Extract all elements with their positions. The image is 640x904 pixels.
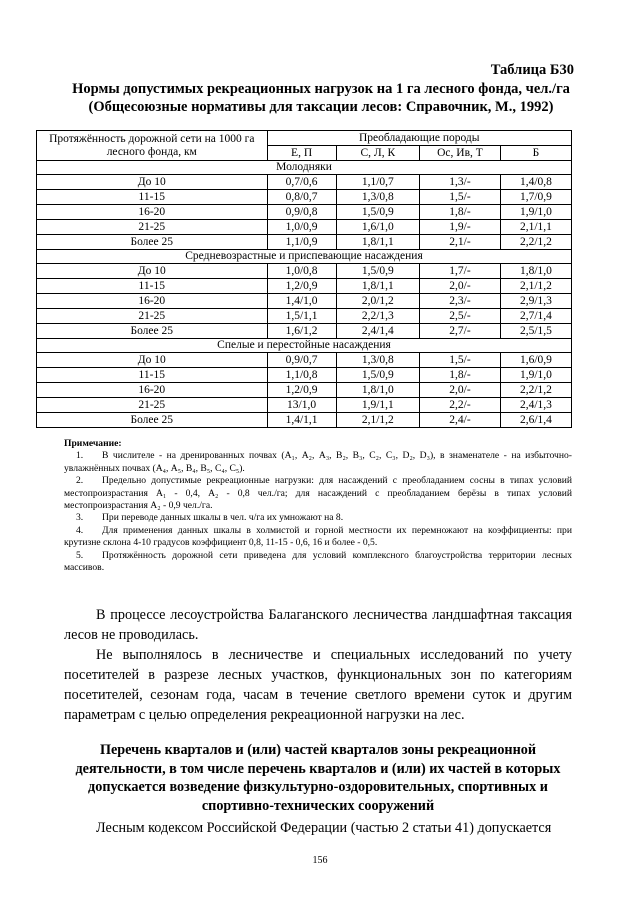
section-title: Молодняки	[37, 161, 572, 175]
load-value-cell: 2,7/-	[420, 324, 501, 339]
load-value-cell: 1,1/0,9	[267, 235, 336, 250]
load-value-cell: 1,5/-	[420, 190, 501, 205]
note-item	[64, 450, 572, 475]
load-value-cell: 1,8/1,0	[500, 264, 571, 279]
load-value-cell: 0,9/0,8	[267, 205, 336, 220]
load-value-cell: 1,5/0,9	[336, 368, 419, 383]
note-text: Для применения данных шкалы в холмистой и горной местности их перемножают на коэффициенты: при крутизне склона 4-10 градусов коэффициент 0,8, 11-15 - 0,6, 16 и более - 0,5.	[64, 524, 572, 549]
note-number: 4.	[76, 524, 84, 536]
note-text: Предельно допустимые рекреационные нагрузки: для насаждений с преобладанием сосны в типах условий местопроизрастания А₁ - 0,4, А₂ - 0,8 чел./га; для насаждений с преобладанием берёзы в типах условий местопроизрастания А₂ - 0,9 чел./га.	[64, 475, 572, 512]
load-value-cell: 2,2/1,2	[500, 235, 571, 250]
page-number: 156	[312, 855, 328, 866]
load-value-cell: 1,8/1,0	[336, 383, 419, 398]
table-title: Нормы допустимых рекреационных нагрузок на 1 га лесного фонда, чел./га (Общесоюзные нормативы для таксации лесов: Справочник, М., 1992)	[72, 81, 570, 115]
note-number: 3.	[76, 512, 84, 524]
section-row	[37, 161, 572, 175]
load-value-cell: 1,6/1,0	[336, 220, 419, 235]
paragraph: Лесным кодексом Российской Федерации (частью 2 статьи 41) допускается	[96, 820, 552, 836]
load-value-cell: 1,6/1,2	[267, 324, 336, 339]
table-row	[37, 309, 572, 324]
load-value-cell: 2,2/1,2	[500, 383, 571, 398]
load-value-cell: 1,4/1,1	[267, 413, 336, 428]
table-row	[37, 220, 572, 235]
note-text: Протяжённость дорожной сети приведена для условий комплексного благоустройства территории лесных массивов.	[64, 549, 572, 574]
load-value-cell: 1,5/-	[420, 353, 501, 368]
load-value-cell: 1,8/-	[420, 205, 501, 220]
load-value-cell: 1,2/0,9	[267, 383, 336, 398]
load-value-cell: 2,1/1,2	[500, 279, 571, 294]
load-value-cell: 1,1/0,7	[336, 175, 419, 190]
load-value-cell: 2,2/1,3	[336, 309, 419, 324]
load-value-cell: 2,5/1,5	[500, 324, 571, 339]
load-value-cell: 2,1/1,1	[500, 220, 571, 235]
load-value-cell: 1,9/1,0	[500, 205, 571, 220]
road-density-cell: До 10	[37, 353, 268, 368]
note-text: При переводе данных шкалы в чел. ч/га их умножают на 8.	[102, 512, 344, 524]
note-number: 5.	[76, 549, 84, 561]
load-value-cell: 1,9/1,1	[336, 398, 419, 413]
load-value-cell: 2,6/1,4	[500, 413, 571, 428]
load-value-cell: 1,3/-	[420, 175, 501, 190]
section-row	[37, 339, 572, 353]
load-value-cell: 0,9/0,7	[267, 353, 336, 368]
road-density-cell: Более 25	[37, 413, 268, 428]
road-density-cell: 11-15	[37, 368, 268, 383]
table-row	[37, 294, 572, 309]
load-value-cell: 2,4/1,3	[500, 398, 571, 413]
notes-list	[64, 450, 572, 574]
header-species: Б	[500, 146, 571, 161]
body-text-continued	[64, 818, 572, 838]
load-value-cell: 1,8/1,1	[336, 235, 419, 250]
load-value-cell: 2,0/-	[420, 383, 501, 398]
load-value-cell: 1,4/1,0	[267, 294, 336, 309]
table-row	[37, 279, 572, 294]
load-value-cell: 1,3/0,8	[336, 353, 419, 368]
load-value-cell: 2,4/1,4	[336, 324, 419, 339]
load-value-cell: 2,4/-	[420, 413, 501, 428]
table-row	[37, 175, 572, 190]
road-density-cell: 11-15	[37, 190, 268, 205]
paragraph: В процессе лесоустройства Балаганского лесничества ландшафтная таксация лесов не проводилась.	[64, 607, 572, 643]
table-row	[37, 413, 572, 428]
body-text	[64, 605, 572, 725]
road-density-cell: 21-25	[37, 309, 268, 324]
load-value-cell: 1,5/1,1	[267, 309, 336, 324]
road-density-cell: Более 25	[37, 324, 268, 339]
load-value-cell: 1,4/0,8	[500, 175, 571, 190]
table-row	[37, 190, 572, 205]
header-road-network: Протяжённость дорожной сети на 1000 га лесного фонда, км	[37, 131, 268, 161]
road-density-cell: 16-20	[37, 294, 268, 309]
load-value-cell: 1,5/0,9	[336, 205, 419, 220]
section-title: Спелые и перестойные насаждения	[37, 339, 572, 353]
load-value-cell: 1,0/0,8	[267, 264, 336, 279]
section-title: Средневозрастные и приспевающие насаждения	[37, 250, 572, 264]
load-value-cell: 1,3/0,8	[336, 190, 419, 205]
load-value-cell: 2,0/-	[420, 279, 501, 294]
load-value-cell: 1,1/0,8	[267, 368, 336, 383]
note-number: 2.	[76, 475, 84, 487]
road-density-cell: 11-15	[37, 279, 268, 294]
road-density-cell: До 10	[37, 175, 268, 190]
load-value-cell: 1,2/0,9	[267, 279, 336, 294]
road-density-cell: До 10	[37, 264, 268, 279]
recreational-load-table	[36, 130, 572, 428]
road-density-cell: 21-25	[37, 220, 268, 235]
table-notes	[64, 438, 572, 574]
load-value-cell: 1,7/0,9	[500, 190, 571, 205]
table-row	[37, 324, 572, 339]
load-value-cell: 0,8/0,7	[267, 190, 336, 205]
table-row	[37, 368, 572, 383]
paragraph: Не выполнялось в лесничестве и специальных исследований по учету посетителей в разрезе лесных участков, функциональных зон по категориям посетителей, сезонам года, часам в течение светлого времени суток и другим параметрам с целью определения рекреационной нагрузки на лес.	[64, 647, 572, 723]
section-heading: Перечень кварталов и (или) частей кварталов зоны рекреационной деятельности, в том числе перечень кварталов и (или) их частей в которых допускается возведение физкультурно-оздоровительных, спортивных и спортивно-технических сооружений	[75, 742, 561, 814]
table-row	[37, 398, 572, 413]
load-value-cell: 1,7/-	[420, 264, 501, 279]
load-value-cell: 1,8/-	[420, 368, 501, 383]
note-item	[64, 550, 572, 575]
load-value-cell: 1,5/0,9	[336, 264, 419, 279]
load-value-cell: 1,9/1,0	[500, 368, 571, 383]
load-value-cell: 2,3/-	[420, 294, 501, 309]
road-density-cell: 16-20	[37, 205, 268, 220]
note-text: В числителе - на дренированных почвах (А₁, А₂, А₃, В₂, В₃, С₂, С₃, D₂, D₃), в знаменателе - на избыточно-увлажнённых почвах (А₄, А₅, В₄, В₅, С₄, С₅).	[64, 450, 572, 474]
load-value-cell: 2,7/1,4	[500, 309, 571, 324]
road-density-cell: 16-20	[37, 383, 268, 398]
table-row	[37, 235, 572, 250]
header-species-group: Преобладающие породы	[267, 131, 571, 146]
notes-heading: Примечание:	[64, 438, 122, 449]
road-density-cell: Более 25	[37, 235, 268, 250]
header-species: Е, П	[267, 146, 336, 161]
table-row	[37, 383, 572, 398]
load-value-cell: 1,6/0,9	[500, 353, 571, 368]
note-item	[64, 525, 572, 550]
road-density-cell: 21-25	[37, 398, 268, 413]
load-value-cell: 0,7/0,6	[267, 175, 336, 190]
header-species: С, Л, К	[336, 146, 419, 161]
section-row	[37, 250, 572, 264]
load-value-cell: 2,5/-	[420, 309, 501, 324]
load-value-cell: 1,0/0,9	[267, 220, 336, 235]
load-value-cell: 2,0/1,2	[336, 294, 419, 309]
table-number: Таблица Б30	[490, 62, 574, 78]
table-row	[37, 205, 572, 220]
note-number: 1.	[76, 450, 84, 462]
note-item	[64, 512, 572, 524]
header-species: Ос, Ив, Т	[420, 146, 501, 161]
load-value-cell: 2,1/-	[420, 235, 501, 250]
load-value-cell: 2,1/1,2	[336, 413, 419, 428]
load-value-cell: 2,9/1,3	[500, 294, 571, 309]
table-header-row	[37, 131, 572, 146]
table-row	[37, 264, 572, 279]
load-value-cell: 1,8/1,1	[336, 279, 419, 294]
note-item	[64, 475, 572, 512]
load-value-cell: 1,9/-	[420, 220, 501, 235]
load-value-cell: 13/1,0	[267, 398, 336, 413]
load-value-cell: 2,2/-	[420, 398, 501, 413]
table-row	[37, 353, 572, 368]
